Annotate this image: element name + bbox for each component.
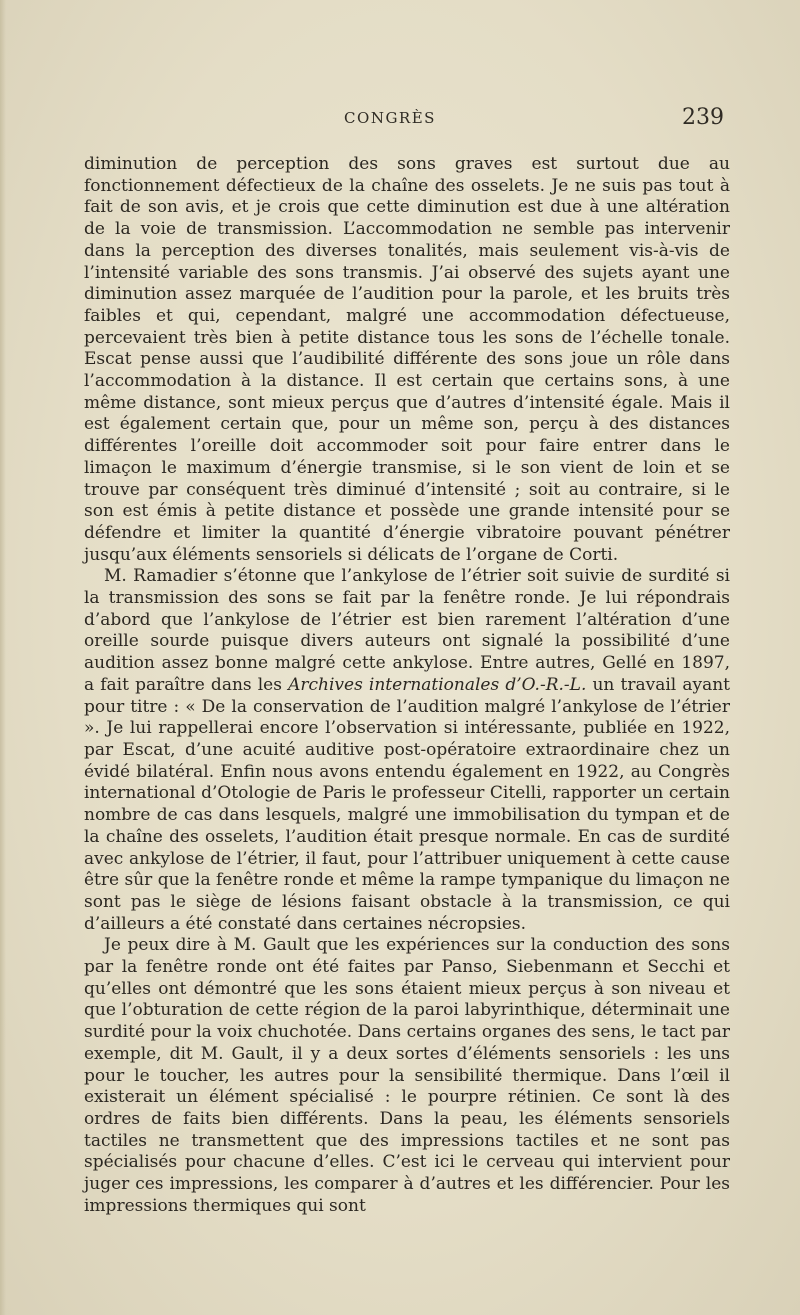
- body-text: [84, 154, 730, 1217]
- paragraph-1: diminution de perception des sons graves est surtout due au fonctionnement défectieux de la chaîne des osselets. Je ne suis pas tout à fait de son avis, et je crois que cette diminution est due à une altération de la voie de transmission. L’accommodation ne semble pas intervenir dans la perception des diverses tonalités, mais seulement vis-à-vis de l’intensité variable des sons transmis. J’ai observé des sujets ayant une diminution assez marquée de l’audition pour la parole, et les bruits très faibles et qui, cependant, malgré une accommodation défectueuse, percevaient très bien à petite distance tous les sons de l’échelle tonale. Escat pense aussi que l’audibilité différente des sons joue un rôle dans l’accommodation à la distance. Il est certain que certains sons, à une même distance, sont mieux perçus que d’autres d’intensité égale. Mais il est également certain que, pour un même son, perçu à des distances différentes l’oreille doit accommoder soit pour faire entrer dans le limaçon le maximum d’énergie transmise, si le son vient de loin et se trouve par conséquent très diminué d’intensité ; soit au contraire, si le son est émis à petite distance et possède une grande intensité pour se défendre et limiter la quantité d’énergie vibratoire pouvant pénétrer jusqu’aux éléments sensoriels si délicats de l’organe de Corti.: [84, 154, 730, 565]
- paragraph-2-text-after: un travail ayant pour titre : « De la conservation de l’audition malgré l’ankylose de l’étrier ». Je lui rappellerai encore l’observation si intéressante, publiée en 1922, par Escat, d’une acuité auditive post-opératoire extraordinaire chez un évidé bilatéral. Enfin nous avons entendu également en 1922, au Congrès international d’Otologie de Paris le professeur Citelli, rapporter un certain nombre de cas dans lesquels, malgré une immobilisation du tympan et de la chaîne des osselets, l’audition était presque normale. En cas de surdité avec ankylose de l’étrier, il faut, pour l’attribuer uniquement à cette cause être sûr que la fenêtre ronde et même la rampe tympanique du limaçon ne sont pas le siège de lésions faisant obstacle à la transmission, ce qui d’ailleurs a été constaté dans certaines nécropsies.: [84, 674, 730, 934]
- paragraph-2: [84, 566, 730, 935]
- page-binding-shadow: [0, 0, 6, 1315]
- page-header: [0, 106, 800, 136]
- paragraph-2-text-before: M. Ramadier s’étonne que l’ankylose de l’étrier soit suivie de surdité si la transmission des sons se fait par la fenêtre ronde. Je lui répondrais d’abord que l’ankylose de l’étrier est bien rarement l’altération d’une oreille sourde puisque divers auteurs ont signalé la possibilité d’une audition assez bonne malgré cette ankylose. Entre autres, Gellé en 1897, a fait paraître dans les: [84, 566, 730, 695]
- journal-title-italic: Archives internationales d’O.-R.-L.: [288, 674, 587, 695]
- page-number: 239: [682, 105, 724, 130]
- paragraph-3: Je peux dire à M. Gault que les expériences sur la conduction des sons par la fenêtre ronde ont été faites par Panso, Siebenmann et Secchi et qu’elles ont démontré que les sons étaient mieux perçus à son niveau et que l’obturation de cette région de la paroi labyrinthique, déterminait une surdité pour la voix chuchotée. Dans certains organes des sens, le tact par exemple, dit M. Gault, il y a deux sortes d’éléments sensoriels : les uns pour le toucher, les autres pour la sensibilité thermique. Dans l’œil il existerait un élément spécialisé : le pourpre rétinien. Ce sont là des ordres de faits bien différents. Dans la peau, les éléments sensoriels tactiles ne transmettent que des impressions tactiles et ne sont pas spécialisés pour chacune d’elles. C’est ici le cerveau qui intervient pour juger ces impressions, les comparer à d’autres et les différencier. Pour les impressions thermiques qui sont: [84, 935, 730, 1216]
- running-title: CONGRÈS: [344, 109, 436, 127]
